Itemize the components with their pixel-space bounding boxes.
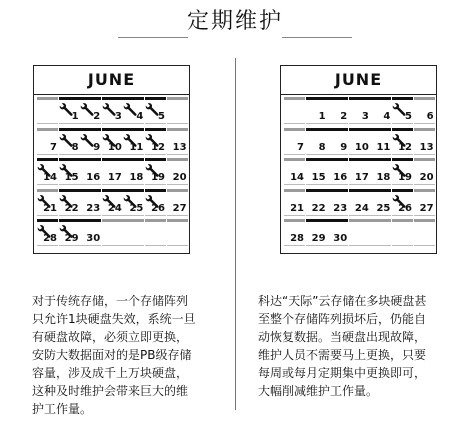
cell-underline <box>349 154 370 155</box>
calendar-day-cell <box>284 219 305 246</box>
calendar-day-cell <box>102 158 123 185</box>
calendar-day-cell <box>102 189 123 216</box>
day-number: 27 <box>419 202 434 214</box>
description-kedacom <box>258 292 458 400</box>
day-status-bar <box>306 97 327 100</box>
calendar-day-cell <box>59 158 80 185</box>
day-number: 5 <box>405 111 412 122</box>
calendar-day-cell <box>370 97 391 124</box>
day-number: 18 <box>129 172 144 183</box>
day-status-bar <box>392 158 413 161</box>
day-number: 21 <box>43 202 57 214</box>
cell-underline <box>102 154 123 155</box>
day-status-bar <box>370 128 391 131</box>
day-number: 14 <box>43 172 57 183</box>
day-status-bar <box>284 189 305 192</box>
calendar-day-cell <box>414 189 435 216</box>
day-status-bar <box>123 158 144 161</box>
cell-underline <box>59 215 80 216</box>
day-status-bar <box>59 189 80 192</box>
cell-underline <box>349 245 370 246</box>
day-number: 4 <box>383 111 391 122</box>
calendar-day-cell <box>327 128 348 155</box>
day-number: 14 <box>290 172 304 183</box>
cell-underline <box>349 123 370 124</box>
calendar-day-cell <box>59 189 80 216</box>
day-number: 13 <box>172 141 187 153</box>
desc-line: 安防大数据面对的是PB级存储 <box>32 348 192 362</box>
cell-underline <box>392 215 413 216</box>
cell-underline <box>145 215 166 216</box>
day-status-bar <box>145 189 166 192</box>
calendar-day-cell <box>167 128 188 155</box>
cell-underline <box>414 184 435 185</box>
day-number: 13 <box>419 141 434 153</box>
day-number: 17 <box>107 172 122 183</box>
day-status-bar <box>123 219 144 222</box>
cell-underline <box>80 154 101 155</box>
calendar-day-cell <box>327 189 348 216</box>
day-status-bar <box>284 97 305 100</box>
cell-underline <box>370 154 391 155</box>
day-status-bar <box>59 158 80 161</box>
day-status-bar <box>167 158 188 161</box>
calendar-day-cell <box>349 158 370 185</box>
calendar-day-cell <box>370 158 391 185</box>
cell-underline <box>327 184 348 185</box>
calendar-day-cell <box>414 97 435 124</box>
cell-underline <box>80 184 101 185</box>
calendar-day-cell <box>167 219 188 246</box>
day-status-bar <box>370 219 391 222</box>
day-status-bar <box>59 219 80 222</box>
calendar-day-cell <box>284 189 305 216</box>
day-number: 10 <box>107 141 122 153</box>
day-status-bar <box>414 189 435 192</box>
center-divider <box>235 58 236 410</box>
calendar-day-cell <box>59 128 80 155</box>
day-status-bar <box>37 219 58 222</box>
day-number: 16 <box>333 172 348 183</box>
cell-underline <box>37 245 58 246</box>
cell-underline <box>145 245 166 246</box>
cell-underline <box>392 245 413 246</box>
day-number: 17 <box>354 172 369 183</box>
day-number: 8 <box>318 141 326 153</box>
day-status-bar <box>327 189 348 192</box>
day-number: 3 <box>361 111 369 122</box>
cell-underline <box>370 123 391 124</box>
cell-underline <box>37 184 58 185</box>
cell-underline <box>123 123 144 124</box>
cell-underline <box>37 154 58 155</box>
day-status-bar <box>37 97 58 100</box>
calendar-month: JUNE <box>334 70 383 89</box>
calendar-day-cell <box>167 158 188 185</box>
calendar-day-cell <box>102 219 123 246</box>
day-status-bar <box>80 97 101 100</box>
calendar-day-cell <box>123 189 144 216</box>
calendar-day-cell <box>80 158 101 185</box>
cell-underline <box>414 154 435 155</box>
desc-line: 护工作量。 <box>32 402 93 416</box>
day-status-bar <box>306 219 327 222</box>
desc-line: 动恢复数据。当硬盘出现故障， <box>258 330 427 344</box>
calendar-day-cell <box>392 158 413 185</box>
day-status-bar <box>145 97 166 100</box>
calendar-day-cell <box>102 97 123 124</box>
day-status-bar <box>414 128 435 131</box>
cell-underline <box>167 184 188 185</box>
cell-underline <box>59 184 80 185</box>
calendar-day-cell <box>370 219 391 246</box>
cell-underline <box>145 184 166 185</box>
day-status-bar <box>306 128 327 131</box>
desc-line: 容量，涉及成千上万块硬盘， <box>32 366 189 380</box>
day-number: 2 <box>93 111 101 122</box>
day-status-bar <box>349 189 370 192</box>
cell-underline <box>284 154 305 155</box>
calendar-day-cell <box>414 219 435 246</box>
cell-underline <box>392 123 413 124</box>
day-status-bar <box>123 128 144 131</box>
day-status-bar <box>102 97 123 100</box>
calendar-day-cell <box>284 158 305 185</box>
day-number: 10 <box>354 141 369 153</box>
calendar-day-cell <box>80 97 101 124</box>
calendar-day-cell <box>306 189 327 216</box>
day-status-bar <box>370 158 391 161</box>
day-status-bar <box>167 128 188 131</box>
day-number: 27 <box>172 202 187 214</box>
day-status-bar <box>80 189 101 192</box>
desc-line: 至整个存储阵列损坏后，仍能自 <box>258 312 427 326</box>
day-status-bar <box>349 158 370 161</box>
calendar-day-cell <box>123 219 144 246</box>
day-status-bar <box>392 219 413 222</box>
title-rule-left <box>118 37 188 38</box>
cell-underline <box>284 184 305 185</box>
day-status-bar <box>167 189 188 192</box>
calendar-day-cell <box>80 189 101 216</box>
calendar-day-cell <box>370 128 391 155</box>
calendar-day-cell <box>349 128 370 155</box>
cell-underline <box>102 245 123 246</box>
cell-underline <box>123 215 144 216</box>
cell-underline <box>167 245 188 246</box>
calendar-day-cell <box>145 158 166 185</box>
cell-underline <box>306 154 327 155</box>
day-status-bar <box>327 158 348 161</box>
cell-underline <box>370 215 391 216</box>
day-status-bar <box>37 128 58 131</box>
cell-underline <box>306 215 327 216</box>
cell-underline <box>327 245 348 246</box>
day-number: 30 <box>333 233 348 244</box>
cell-underline <box>327 154 348 155</box>
day-number: 28 <box>43 233 57 244</box>
day-number: 26 <box>151 202 165 214</box>
day-status-bar <box>370 189 391 192</box>
calendar-day-cell <box>306 219 327 246</box>
cell-underline <box>284 215 305 216</box>
calendar-header-rule <box>281 94 436 95</box>
day-number: 9 <box>93 141 101 153</box>
day-status-bar <box>284 219 305 222</box>
calendar-day-cell <box>392 189 413 216</box>
day-status-bar <box>327 97 348 100</box>
calendar-day-cell <box>123 97 144 124</box>
desc-line: 维护人员不需要马上更换，只要 <box>258 348 427 362</box>
calendar-day-cell <box>306 97 327 124</box>
cell-underline <box>349 184 370 185</box>
day-number: 24 <box>107 202 122 214</box>
day-status-bar <box>145 158 166 161</box>
cell-underline <box>59 154 80 155</box>
calendar-day-cell <box>327 158 348 185</box>
cell-underline <box>102 215 123 216</box>
day-status-bar <box>306 158 327 161</box>
desc-line: 有硬盘故障，必须立即更换， <box>32 330 189 344</box>
calendar-header-rule <box>34 94 189 95</box>
cell-underline <box>59 245 80 246</box>
day-number: 20 <box>419 172 434 183</box>
cell-underline <box>327 215 348 216</box>
day-number: 19 <box>398 172 412 183</box>
calendar-day-cell <box>37 219 58 246</box>
day-status-bar <box>327 128 348 131</box>
day-status-bar <box>167 219 188 222</box>
calendar-day-cell <box>349 97 370 124</box>
day-number: 2 <box>340 111 348 122</box>
calendar-day-cell <box>145 97 166 124</box>
desc-line: 只允许1块硬盘失效，系统一旦 <box>32 312 196 326</box>
calendar-day-cell <box>349 219 370 246</box>
day-number: 30 <box>86 233 101 244</box>
day-number: 18 <box>376 172 391 183</box>
day-status-bar <box>145 128 166 131</box>
cell-underline <box>414 215 435 216</box>
calendar-day-cell <box>370 189 391 216</box>
cell-underline <box>392 154 413 155</box>
day-status-bar <box>349 219 370 222</box>
day-number: 20 <box>172 172 187 183</box>
cell-underline <box>167 123 188 124</box>
calendar-day-cell <box>392 128 413 155</box>
day-number: 5 <box>158 111 165 122</box>
day-number: 28 <box>290 233 304 244</box>
cell-underline <box>167 154 188 155</box>
day-number: 1 <box>318 111 326 122</box>
cell-underline <box>102 184 123 185</box>
cell-underline <box>59 123 80 124</box>
calendar-day-cell <box>80 219 101 246</box>
day-number: 24 <box>354 202 369 214</box>
day-number: 22 <box>311 202 326 214</box>
cell-underline <box>80 245 101 246</box>
calendar-day-cell <box>59 97 80 124</box>
day-status-bar <box>80 128 101 131</box>
calendar-day-cell <box>123 158 144 185</box>
day-status-bar <box>59 128 80 131</box>
cell-underline <box>123 245 144 246</box>
calendar-day-cell <box>284 97 305 124</box>
day-status-bar <box>37 158 58 161</box>
calendar-day-cell <box>37 128 58 155</box>
day-status-bar <box>414 97 435 100</box>
cell-underline <box>80 123 101 124</box>
day-number: 29 <box>64 233 79 244</box>
calendar-day-cell <box>327 219 348 246</box>
desc-line: 对于传统存储，一个存储阵列 <box>32 294 189 308</box>
desc-line: 每周或每月定期集中更换即可， <box>258 366 427 380</box>
day-status-bar <box>102 128 123 131</box>
day-number: 12 <box>151 141 165 153</box>
day-number: 9 <box>340 141 348 153</box>
day-status-bar <box>59 97 80 100</box>
calendar-day-cell <box>102 128 123 155</box>
day-number: 25 <box>129 202 144 214</box>
day-status-bar <box>123 189 144 192</box>
cell-underline <box>145 123 166 124</box>
cell-underline <box>306 245 327 246</box>
cell-underline <box>80 215 101 216</box>
day-number: 15 <box>311 172 326 183</box>
day-number: 23 <box>333 202 348 214</box>
cell-underline <box>167 215 188 216</box>
day-status-bar <box>123 97 144 100</box>
day-status-bar <box>349 97 370 100</box>
day-number: 3 <box>114 111 122 122</box>
calendar-day-cell <box>59 219 80 246</box>
day-status-bar <box>370 97 391 100</box>
day-status-bar <box>167 97 188 100</box>
title-rule-right <box>282 37 352 38</box>
cell-underline <box>102 123 123 124</box>
day-number: 23 <box>86 202 101 214</box>
cell-underline <box>392 184 413 185</box>
day-status-bar <box>414 219 435 222</box>
calendar-day-cell <box>306 158 327 185</box>
calendar-day-cell <box>37 158 58 185</box>
cell-underline <box>123 154 144 155</box>
day-number: 16 <box>86 172 101 183</box>
day-number: 4 <box>136 111 144 122</box>
cell-underline <box>306 184 327 185</box>
calendar-day-cell <box>284 128 305 155</box>
day-number: 19 <box>151 172 165 183</box>
cell-underline <box>145 154 166 155</box>
day-number: 26 <box>398 202 412 214</box>
calendar-day-cell <box>37 97 58 124</box>
day-status-bar <box>37 189 58 192</box>
calendar-day-cell <box>306 128 327 155</box>
calendar-day-cell <box>145 128 166 155</box>
calendar-day-cell <box>349 189 370 216</box>
cell-underline <box>284 245 305 246</box>
calendar-day-cell <box>392 219 413 246</box>
day-number: 1 <box>71 111 79 122</box>
description-traditional <box>32 292 232 418</box>
day-number: 25 <box>376 202 391 214</box>
cell-underline <box>349 215 370 216</box>
cell-underline <box>370 245 391 246</box>
day-status-bar <box>392 189 413 192</box>
day-status-bar <box>306 189 327 192</box>
cell-underline <box>414 123 435 124</box>
cell-underline <box>327 123 348 124</box>
calendar-day-cell <box>37 189 58 216</box>
cell-underline <box>306 123 327 124</box>
day-number: 12 <box>398 141 412 153</box>
desc-line: 这种及时维护会带来巨大的维 <box>32 384 189 398</box>
day-status-bar <box>102 158 123 161</box>
desc-line: 科达“天际”云存储在多块硬盘甚 <box>258 294 427 308</box>
day-number: 11 <box>129 141 144 153</box>
day-number: 15 <box>64 172 79 183</box>
calendar-day-cell <box>167 189 188 216</box>
cell-underline <box>37 215 58 216</box>
calendar-day-cell <box>414 158 435 185</box>
calendar-traditional <box>33 65 190 254</box>
cell-underline <box>284 123 305 124</box>
day-number: 7 <box>50 141 57 153</box>
calendar-day-cell <box>167 97 188 124</box>
calendar-day-cell <box>145 219 166 246</box>
day-status-bar <box>80 219 101 222</box>
desc-line: 大幅削减维护工作量。 <box>258 384 379 398</box>
day-status-bar <box>102 189 123 192</box>
cell-underline <box>37 123 58 124</box>
day-status-bar <box>392 128 413 131</box>
calendar-day-cell <box>145 189 166 216</box>
day-number: 8 <box>71 141 79 153</box>
day-number: 11 <box>376 141 391 153</box>
page-title: 定期维护 <box>186 9 283 34</box>
calendar-day-cell <box>392 97 413 124</box>
calendar-kedacom <box>280 65 437 254</box>
calendar-day-cell <box>327 97 348 124</box>
calendar-day-cell <box>80 128 101 155</box>
day-status-bar <box>284 128 305 131</box>
day-number: 29 <box>311 233 326 244</box>
cell-underline <box>370 184 391 185</box>
day-status-bar <box>80 158 101 161</box>
calendar-day-cell <box>414 128 435 155</box>
day-number: 22 <box>64 202 79 214</box>
cell-underline <box>414 245 435 246</box>
day-status-bar <box>284 158 305 161</box>
day-status-bar <box>414 158 435 161</box>
day-status-bar <box>349 128 370 131</box>
day-number: 7 <box>297 141 304 153</box>
calendar-month: JUNE <box>87 70 136 89</box>
day-status-bar <box>327 219 348 222</box>
day-number: 21 <box>290 202 304 214</box>
day-number: 6 <box>426 111 434 122</box>
day-status-bar <box>145 219 166 222</box>
cell-underline <box>123 184 144 185</box>
day-status-bar <box>102 219 123 222</box>
calendar-day-cell <box>123 128 144 155</box>
day-status-bar <box>392 97 413 100</box>
